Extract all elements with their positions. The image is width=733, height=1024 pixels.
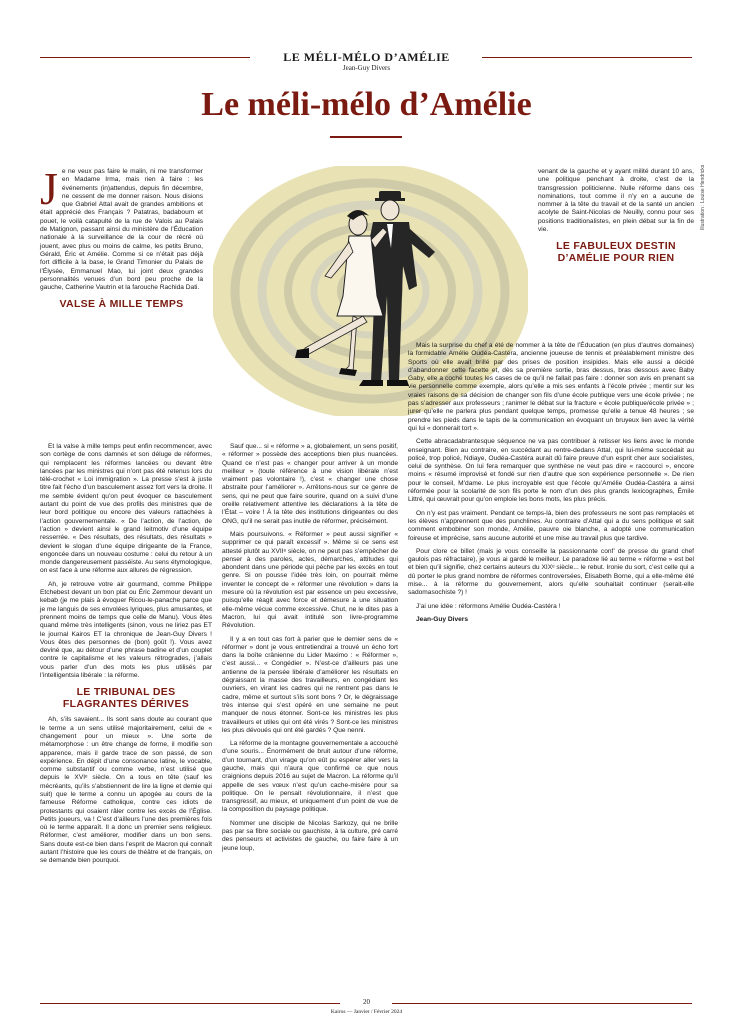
column-1-body: [40, 443, 212, 871]
page-number: 20: [363, 998, 370, 1006]
heading-valse-a-mille-temps: VALSE À MILLE TEMPS: [59, 298, 184, 311]
column-2-body: [222, 443, 398, 858]
paragraph: Ah, s’ils savaient... Ils sont sans doute au courant que le terme a un sens utilisé majoritairement, celui de « changement pour un mieux ». Une sorte de métamorphose : un être change de forme, il modifie son apparence, mais il garde trace de son passé, de son expérience. En dépit d’une consonance latine, le vocable, comme substantif ou comme verbe, n’est utilisé que depuis le XVIᵉ siècle. On a tous en tête (sauf les mécréants, qu’ils s’abstiennent de lire la ligne et demie qui suit) que le terme a connu un apogée au cours de la fameuse Réforme catholique, contre ces idiots de protestants qui osaient râler contre les excès de l’Église. Petits joueurs, va ! C’est d’ailleurs l’une des premières fois où le terme apparaît. Il a donc un premier sens religieux. Réformer, c’est améliorer, modifier dans un bon sens. Sans doute est-ce bien dans l’esprit de Macron qui connaît autant l’histoire que les cours de théâtre et de français, on se demande bien pourquoi.: [40, 716, 212, 865]
page-title: Le méli-mélo d’Amélie: [201, 86, 532, 123]
kicker-author: Jean-Guy Divers: [342, 64, 391, 72]
paragraph: Et la valse à mille temps peut enfin recommencer, avec son cortège de cons damnés et son déluge de réformes, qui remplacent les réformes lancées ou devant être lancées par les ministres qui n’ont pas été retenus lors du télé-crochet « Loi immigration ». La presse s’est à juste titre fait l’écho d’un basculement assez fort vers la droite. Il me semble évident qu’on peut évoquer ce basculement autant du point de vue des profils des ministres que de leur bord politique ou encore des valeurs rattachées à l’action gouvernementale. « De l’action, de l’action, de l’action » devient ainsi le grand leitmotiv d’une équipe resserrée. « Des résultats, des résultats, des résultats » devient le slogan d’une équipe dirigeante de la France, engoncée dans un nouveau costume : celui du retour à un monde dangereusement passéiste. Au sens étymologique, on est face à une réforme aux allures de régression.: [40, 443, 212, 575]
paragraph: Pour clore ce billet (mais je vous conseille la passionnante conf’ de presse du grand chef gaulois pas réfractaire), je vous ai gardé le meilleur. Le paradoxe lié au terme « réforme » est bel et bien qu’il signifie, chez certains auteurs du XIXᵉ siècle... le rebut. Ironie du sort, c’est celle qui a dû porter le plus grand nombre de réformes controversées, Élisabeth Borne, qui a elle-même été mise... à la réforme du gouvernement, alors qu’elle souhaitait continuer (serait-elle sadomasochiste ?) !: [408, 547, 694, 597]
column-3-upper: [538, 168, 694, 270]
section-kicker: LE MÉLI-MÉLO D’AMÉLIE: [283, 50, 450, 64]
drop-cap: J: [40, 163, 58, 214]
column-1-intro: [40, 163, 203, 316]
paragraph: Mais la surprise du chef a été de nommer à la tête de l’Éducation (en plus d’autres domaines) la formidable Amélie Oudéa-Castéra, ancienne joueuse de tennis et préalablement ministre des Sports où elle avait brillé par des prises de position insipides. Mais elle aussi a décidé d’abandonner cette facette et, dès sa première sortie, bras dessus, bras dessous avec Baby Gaby, elle a coché toutes les cases de ce qu’il ne fallait pas faire : donner son avis en prenant sa vie personnelle comme exemple, alors qu’elle a mis ses enfants à l’école privée ; mentir sur les vraies raisons de sa décision de changer son fils d’une école publique vers une école privée ; ne pas s’adresser aux professeurs ; ranimer le débat sur la fracture « école publique/école privée » ; jurer qu’elle ne parlera plus pendant quelque temps, promesse qu’elle a tenue 48 heures ; se prendre les pieds dans le tapis de la communication en évoquant un bruyeux lien avec la vérité qui lui « donnerait tort ».: [408, 342, 694, 432]
heading-le-tribunal: LE TRIBUNAL DES FLAGRANTES DÉRIVES: [62, 686, 190, 711]
paragraph: Ah, je retrouve votre air gourmand, comme Philippe Etchebest devant un bon plat ou Éric Zemmour devant un kebab (je me plais à évoquer Ricou-le-panache parce que je me languis de ses envolées lyriques, plus amusantes, et prennent moins de temps que celle de Manu). Vous êtes quand même très intelligents (sinon, vous ne liriez pas ET le journal Kairos ET la chronique de Jean-Guy Divers ! Vous êtes des personnes de (bon) goût !). Vous avez deviné que, au détour d’une phrase badine et d’un couplet contre le capitalisme et les valeurs rétrogrades, j’allais vous parler d’un des mots les plus utilisés par l’intelligentsia libérale : la réforme.: [40, 580, 212, 680]
paragraph: J’ai une idée : réformons Amélie Oudéa-Castéra !: [416, 602, 561, 610]
column-3-body: [408, 342, 694, 629]
intro-paragraph: e ne veux pas faire le malin, ni me transformer en Madame Irma, mais rien à faire : les événements (in)attendus, depuis fin décembre, ne cessent de me donner raison. Nous disions que Gabriel Attal avait de grandes ambitions et était apprécié des Français ? Patatras, badaboum et pouet, le voilà catapulté de la rue de Valois au Palais de Matignon, passant ainsi du ministère de l’Éducation nationale à la surveillance de la cour de récré où jouent, avec plus ou moins de calme, les petits Bruno, Gérald, Éric et Amélie. Comme si ce n’était pas déjà fort difficile à la base, le Grand Timonier du Palais de l’Élysée, Emmanuel Mao, lui joint deux grandes personnalités venues d’un bord peu proche de la gauche, Catherine Vautrin et la farouche Rachida Dati.: [40, 168, 203, 292]
paragraph: Cette abracadabrantesque séquence ne va pas contribuer à retisser les liens avec le monde enseignant. Bien au contraire, en succédant au rentre-dedans Attal, qui lui-même succédait au policé, trop policé, Ndiaye, Oudéa-Castéra aurait dû faire preuve d’un esprit cher aux socialistes, celui de synthèse. On lui fera remarquer que synthèse ne veut pas dire « raccourci », encore moins « résumé improvisé et fondé sur rien d’autre que son expérience personnelle ». De rien pour le conseil, M’dame. Le plus incroyable est que l’école qu’Amélie Oudéa-Castéra a ainsi réformée pour la scolarité de son fils porte le nom d’un des plus grands lexicographes, Émile Littré, qui œuvrait pour qu’on emploie les bons mots, les plus précis.: [408, 438, 694, 504]
issue-info: Kairos — Janvier / Février 2024: [330, 1009, 403, 1015]
signature: Jean-Guy Divers: [416, 615, 469, 623]
paragraph: venant de la gauche et y ayant milité durant 10 ans, une politique penchant à droite, c’est de la transgression politicienne. Nulle réforme dans ces nominations, tout comme il n’y en a aucune de nommer à la tête du travail et de la santé un ancien acolyte de Saint-Nicolas de Neuilly, connu pour ses positions traditionalistes, en plein débat sur la fin de vie.: [538, 168, 694, 234]
paragraph: La réforme de la montagne gouvernementale a accouché d’une souris... Énormément de bruit autour d’une réforme, d’un tournant, d’un virage qu’on eût pu espérer aller vers la gauche, mais qui n’aura que confirmé ce que nous craignions depuis 2016 au sujet de Macron. La réforme qu’il appelle de ses vœux n’est qu’un cache-misère pour sa politique. On le pensait révolutionnaire, il n’est que transgressif, au mieux, et uniquement d’un point de vue de la composition du paysage politique.: [222, 740, 398, 814]
paragraph: Sauf que... si « réforme » a, globalement, un sens positif, « réformer » possède des acceptions bien plus nuancées. Quand ce n’est pas « changer pour arriver à un monde meilleur » (toute référence à une vision libérale n’est vraiment pas volontaire !), c’est « changer une chose abstraite pour l’améliorer ». Arrêtons-nous sur ce genre de sens, qui ne peut que faire sourire, quand on a suivi d’une oreille relativement attentive les déclarations à la tête de l’État – voire ! À la tête des institutions dirigeantes ou des ONG, qu’il ne serait pas inutile de réformer, précisément.: [222, 443, 398, 525]
paragraph: Nommer une disciple de Nicolas Sarkozy, qui ne brille pas par sa fibre sociale ou gauchiste, à la culture, pré carré des penseurs et activistes de gauche, ou faire faire à un jeune loup,: [222, 819, 398, 852]
paragraph: Il y a en tout cas fort à parier que le dernier sens de « réformer » dont je vous entretiendrai a trouvé un écho fort dans la boîte crânienne du Lider Maximo : « Réformer », c’est aussi... « Congédier ». N’est-ce d’ailleurs pas une antienne de la pensée libérale d’améliorer les résultats en dégraissant la masse des travailleurs, en congédiant les ouvriers, en virant les cadres qui ne rentrent pas dans le cadre, même et surtout s’ils sont bons ? Or, le dégraissage très intense qui s’est opéré en une semaine ne peut manquer de nous étonner. Sont-ce les ministres les plus travailleurs et utiles qui ont été virés ? Sont-ce les ministres les plus dévoués qui ont été gardés ? Que nenni.: [222, 635, 398, 734]
heading-le-fabuleux-destin: LE FABULEUX DESTIN D’AMÉLIE POUR RIEN: [556, 240, 676, 265]
title-underline: [330, 136, 402, 138]
paragraph: On n’y est pas vraiment. Pendant ce temps-là, bien des professeurs ne sont pas remplacés et les élèves n’apprennent que des punchlines. Au contraire d’Attal qui a du sens politique et sait comment embobiner son monde, Amélie, pauvre oie blanche, a adopté une communication foireuse et imprécise, sans aucune autorité et une mise au travail plus que tardive.: [408, 509, 694, 542]
illustration-credit: Illustration : Louise Hendricks: [700, 164, 706, 230]
paragraph: Mais poursuivons. « Réformer » peut aussi signifier « supprimer ce qui paraît excessif ». Même si ce sens est attesté plutôt au XVIIᵉ siècle, on ne peut pas s’empêcher de penser à des paroles, actes, démarches, attitudes qui abondent dans une période qui pèche par les excès en tout genre. Si on pousse l’idée très loin, on pourrait même inventer le concept de « réformer une révolution » dans la mesure où la révolution est par essence un peu excessive, puisqu’elle réagit avec force et démesure à une situation elle-même vécue comme excessive. Chut, ne le dites pas à Macron, lui qui avait intitulé son livre-programme Révolution.: [222, 530, 398, 630]
